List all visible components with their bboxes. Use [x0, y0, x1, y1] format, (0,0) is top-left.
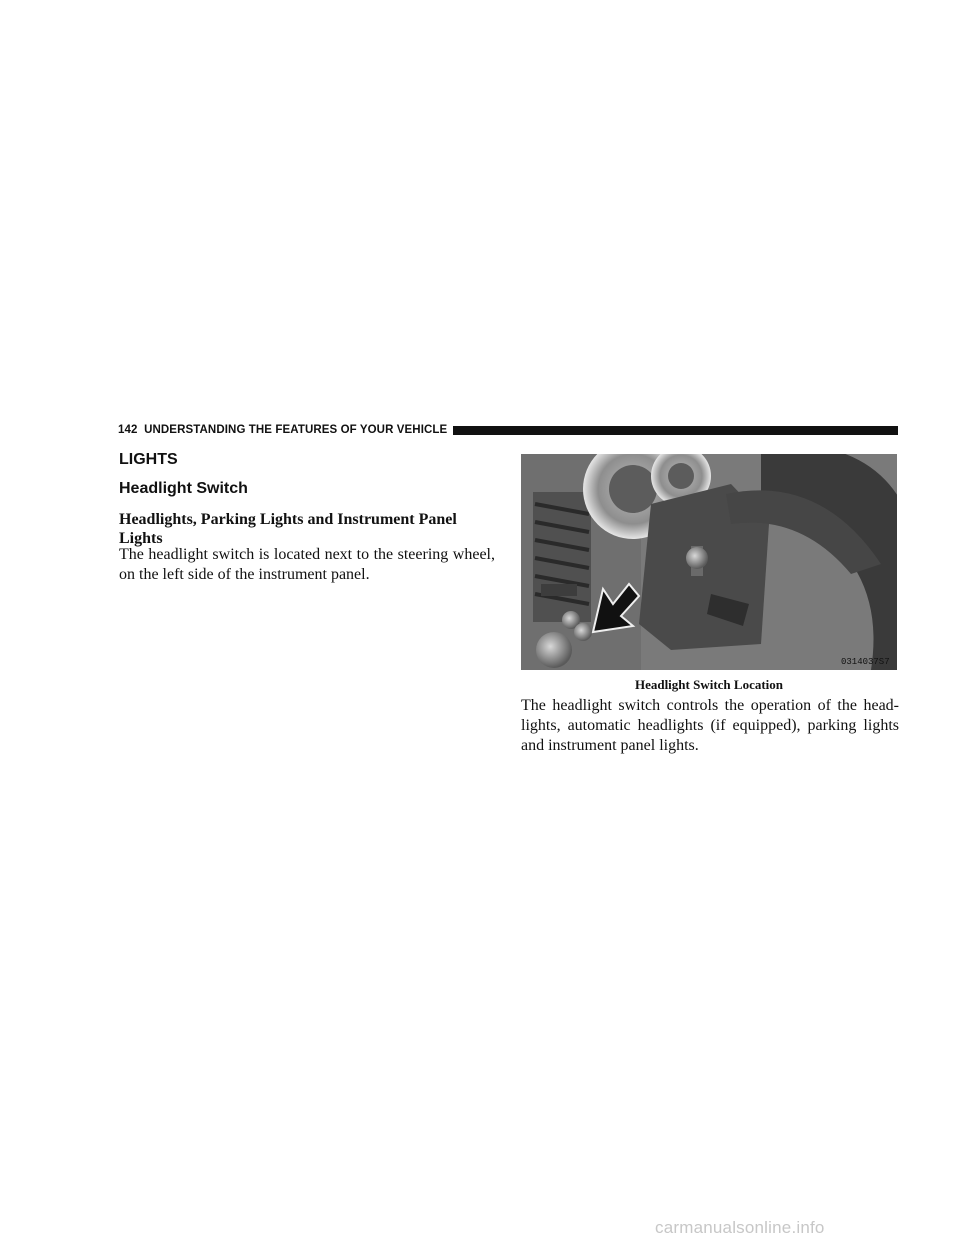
running-header-text	[118, 424, 447, 436]
watermark: carmanualsonline.info	[655, 1218, 825, 1237]
topic-heading: Headlights, Parking Lights and Instrument Panel Lights	[119, 511, 457, 547]
page-number: 142	[118, 424, 138, 436]
subsection-title: Headlight Switch	[119, 480, 248, 497]
headlight-switch-figure	[521, 454, 897, 670]
figure-caption: Headlight Switch Location	[634, 677, 784, 692]
right-paragraph: The headlight switch controls the operation of the head-lights, automatic headlights (if equipped), parking lights and instrument panel lights.	[521, 697, 899, 754]
instrument-panel-illustration	[521, 454, 897, 670]
running-header	[118, 423, 898, 437]
header-rule	[453, 426, 898, 435]
body-paragraph: The headlight switch is located next to the steering wheel, on the left side of the instrument panel.	[119, 546, 495, 583]
air-vent	[533, 492, 591, 622]
section-title: LIGHTS	[119, 451, 178, 468]
running-title: UNDERSTANDING THE FEATURES OF YOUR VEHICLE	[144, 424, 448, 436]
figure-code: 0314037S7	[841, 657, 890, 667]
